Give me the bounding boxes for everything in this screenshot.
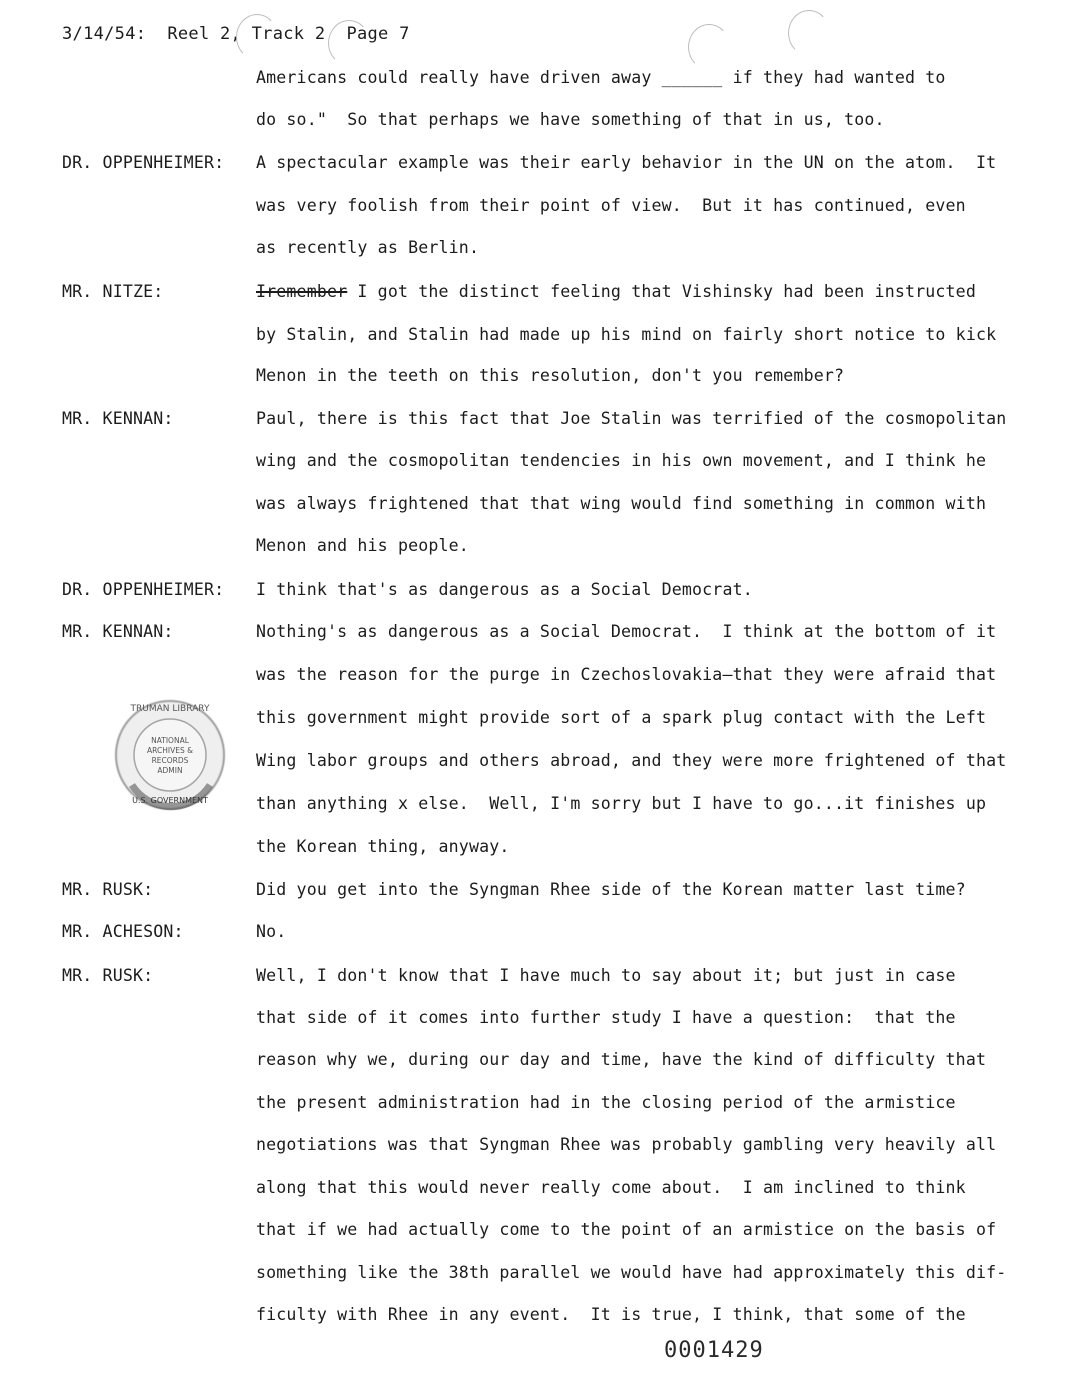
- transcript-line: [256, 751, 1006, 770]
- line-text: this government might provide sort of a spark plug contact with the Left: [256, 708, 987, 727]
- transcript-line: [256, 1008, 956, 1027]
- line-text: do so." So that perhaps we have something of that in us, too.: [256, 110, 885, 129]
- line-text: that side of it comes into further study I have a question: that the: [256, 1008, 956, 1027]
- transcript-line: [256, 665, 996, 684]
- line-text: was the reason for the purge in Czechoslovakia—that they were afraid that: [256, 665, 997, 684]
- line-text: the present administration had in the closing period of the armistice: [256, 1093, 956, 1112]
- transcript-line: [256, 1305, 966, 1324]
- line-text: Wing labor groups and others abroad, and they were more frightened of that: [256, 751, 1007, 770]
- line-text: than anything x else. Well, I'm sorry but I have to go...it finishes up: [256, 794, 987, 813]
- transcript-line: [256, 1178, 966, 1197]
- svg-text:TRUMAN LIBRARY: TRUMAN LIBRARY: [130, 704, 210, 714]
- transcript-line: [256, 494, 986, 513]
- transcript-line: [256, 409, 1006, 428]
- line-text: Americans could really have driven away ______ if they had wanted to: [256, 68, 946, 87]
- punch-hole-mark: [236, 14, 278, 60]
- line-text: that if we had actually come to the point of an armistice on the basis of: [256, 1220, 997, 1239]
- speaker-label: MR. RUSK:: [62, 966, 154, 985]
- line-text: by Stalin, and Stalin had made up his mind on fairly short notice to kick: [256, 325, 997, 344]
- transcript-line: [256, 1050, 986, 1069]
- line-text: wing and the cosmopolitan tendencies in his own movement, and I think he: [256, 451, 987, 470]
- line-text: No.: [256, 922, 287, 941]
- line-text: Menon and his people.: [256, 536, 469, 555]
- speaker-label: MR. ACHESON:: [62, 922, 184, 941]
- line-text: Paul, there is this fact that Joe Stalin was terrified of the cosmopolitan: [256, 409, 1007, 428]
- speaker-label: MR. RUSK:: [62, 880, 154, 899]
- line-text: A spectacular example was their early behavior in the UN on the atom. It: [256, 153, 997, 172]
- archive-stamp-seal: [112, 693, 228, 817]
- transcript-line: [256, 1135, 996, 1154]
- speaker-label: MR. KENNAN:: [62, 409, 174, 428]
- transcript-line: [256, 1263, 1006, 1282]
- line-text: I think that's as dangerous as a Social Democrat.: [256, 580, 753, 599]
- line-text: negotiations was that Syngman Rhee was probably gambling very heavily all: [256, 1135, 997, 1154]
- transcript-line: [256, 622, 996, 641]
- struck-word: Iremember: [256, 282, 348, 301]
- line-text: ficulty with Rhee in any event. It is true, I think, that some of the: [256, 1305, 966, 1324]
- line-text: as recently as Berlin.: [256, 238, 480, 257]
- document-number: 0001429: [664, 1338, 764, 1363]
- line-text: reason why we, during our day and time, have the kind of difficulty that: [256, 1050, 987, 1069]
- speaker-label: DR. OPPENHEIMER:: [62, 580, 225, 599]
- transcript-line: [256, 282, 976, 301]
- transcript-line: [256, 196, 966, 215]
- svg-text:RECORDS: RECORDS: [151, 756, 189, 765]
- transcript-line: [256, 325, 996, 344]
- line-text: Nothing's as dangerous as a Social Democrat. I think at the bottom of it: [256, 622, 997, 641]
- transcript-line: [256, 238, 479, 257]
- punch-hole-mark: [328, 20, 370, 66]
- line-text: the Korean thing, anyway.: [256, 837, 510, 856]
- transcript-line: [256, 1220, 996, 1239]
- svg-text:NATIONAL: NATIONAL: [151, 736, 189, 745]
- page-header: 3/14/54: Reel 2, Track 2 Page 7: [62, 24, 410, 44]
- line-text: I got the distinct feeling that Vishinsky had been instructed: [347, 282, 976, 301]
- line-text: something like the 38th parallel we would have had approximately this dif-: [256, 1263, 1007, 1282]
- speaker-label: MR. NITZE:: [62, 282, 164, 301]
- svg-text:ADMIN: ADMIN: [157, 766, 183, 775]
- transcript-line: [256, 966, 956, 985]
- transcript-line: [256, 794, 986, 813]
- line-text: Menon in the teeth on this resolution, don't you remember?: [256, 366, 845, 385]
- svg-text:ARCHIVES &: ARCHIVES &: [147, 746, 193, 755]
- line-text: Well, I don't know that I have much to say about it; but just in case: [256, 966, 956, 985]
- transcript-line: [256, 68, 946, 87]
- transcript-line: [256, 110, 885, 129]
- line-text: Did you get into the Syngman Rhee side of the Korean matter last time?: [256, 880, 966, 899]
- transcript-line: [256, 708, 986, 727]
- transcript-line: [256, 1093, 956, 1112]
- punch-hole-mark: [688, 24, 730, 70]
- transcript-line: [256, 580, 753, 599]
- transcript-line: [256, 922, 286, 941]
- line-text: was very foolish from their point of view. But it has continued, even: [256, 196, 966, 215]
- svg-text:U.S. GOVERNMENT: U.S. GOVERNMENT: [132, 796, 208, 805]
- transcript-line: [256, 451, 986, 470]
- transcript-line: [256, 153, 996, 172]
- transcript-line: [256, 837, 510, 856]
- speaker-label: DR. OPPENHEIMER:: [62, 153, 225, 172]
- transcript-line: [256, 366, 844, 385]
- line-text: along that this would never really come about. I am inclined to think: [256, 1178, 966, 1197]
- archive-stamp: [112, 693, 228, 817]
- speaker-label: MR. KENNAN:: [62, 622, 174, 641]
- line-text: was always frightened that that wing would find something in common with: [256, 494, 987, 513]
- transcript-line: [256, 880, 966, 899]
- transcript-line: [256, 536, 469, 555]
- punch-hole-mark: [788, 10, 830, 56]
